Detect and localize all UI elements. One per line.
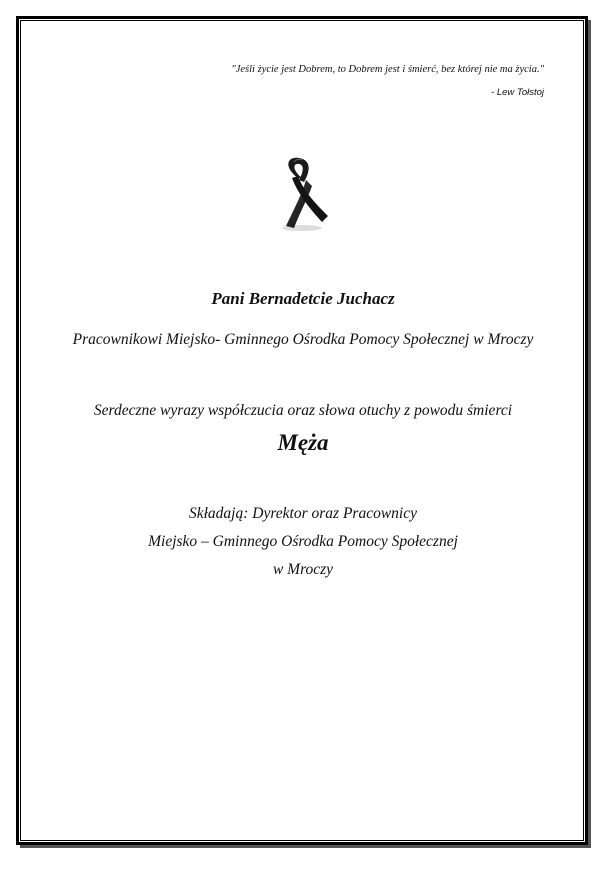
mourning-ribbon-icon — [272, 154, 332, 234]
quote-text: "Jeśli życie jest Dobrem, to Dobrem jest i śmierć, bez której nie ma życia." — [231, 64, 544, 75]
condolence-text: Serdeczne wyrazy współczucia oraz słowa otuchy z powodu śmierci — [93, 402, 513, 419]
recipient-name: Pani Bernadetcie Juchacz — [211, 289, 395, 308]
deceased-relation: Męża — [277, 430, 329, 455]
page-shadow-bottom — [20, 845, 591, 848]
page-shadow-right — [588, 20, 591, 848]
signature-line-1: Składają: Dyrektor oraz Pracownicy — [188, 505, 417, 522]
quote-author: - Lew Tołstoj — [491, 87, 544, 98]
signature-line-3: w Mroczy — [272, 561, 334, 578]
recipient-role: Pracownikowi Miejsko- Gminnego Ośrodka Pomocy Społecznej w Mroczy — [72, 331, 534, 348]
signature-line-2: Miejsko – Gminnego Ośrodka Pomocy Społecznej — [148, 533, 458, 550]
